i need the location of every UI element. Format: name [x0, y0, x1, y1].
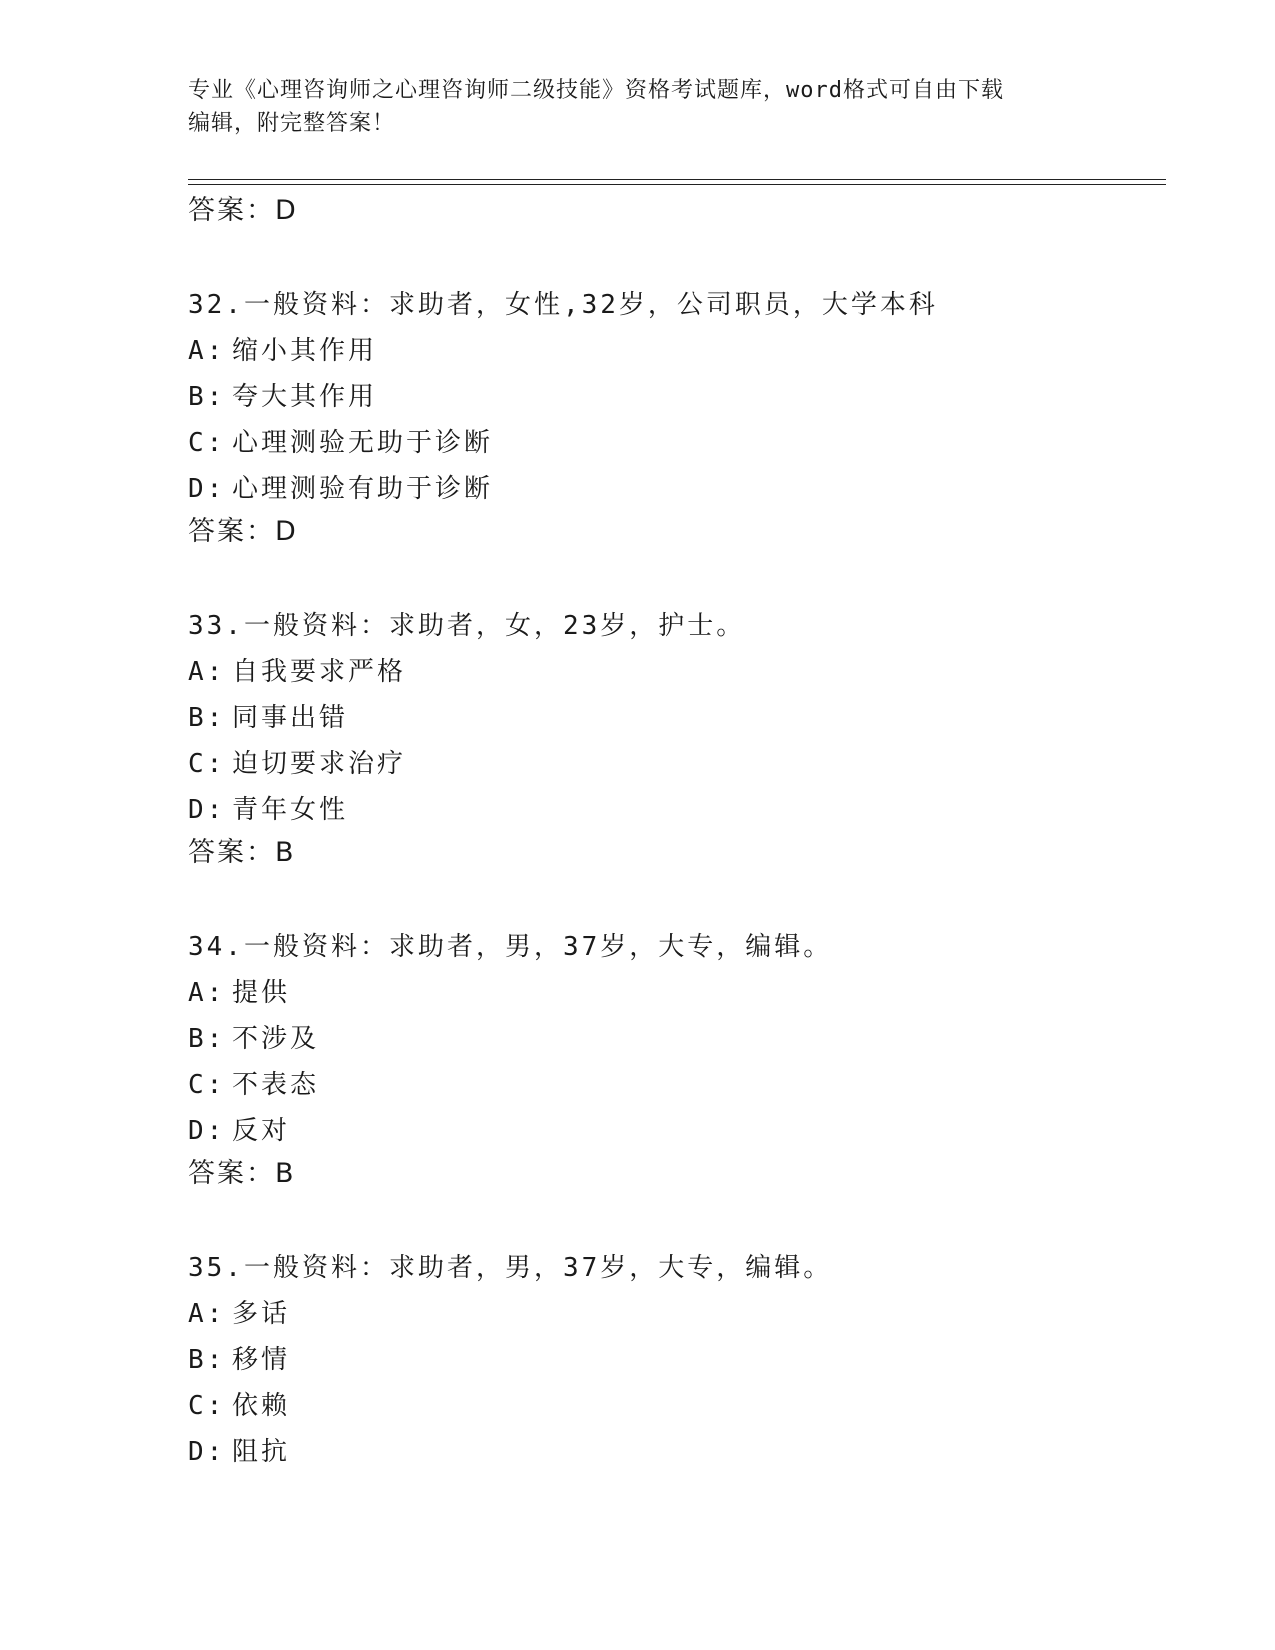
option-text: 移情 — [232, 1345, 291, 1375]
option-text: 夸大其作用 — [232, 382, 378, 412]
option-letter: B: — [188, 382, 226, 412]
option-letter: D: — [188, 795, 226, 825]
answer-line: 答案：D — [188, 516, 298, 547]
option-d — [188, 1108, 1138, 1154]
option-letter: B: — [188, 1024, 226, 1054]
option-text: 提供 — [232, 978, 291, 1008]
option-text: 不涉及 — [232, 1024, 320, 1054]
option-letter: A: — [188, 336, 226, 366]
option-c — [188, 1062, 1138, 1108]
option-letter: D: — [188, 474, 226, 504]
header-divider-bottom — [188, 184, 1166, 185]
option-text: 反对 — [232, 1116, 291, 1146]
option-text: 迫切要求治疗 — [232, 749, 407, 779]
document-header — [188, 74, 1068, 140]
option-letter: B: — [188, 703, 226, 733]
option-letter: C: — [188, 1070, 226, 1100]
option-d — [188, 1429, 1138, 1475]
option-letter: A: — [188, 978, 226, 1008]
option-c — [188, 1383, 1138, 1429]
option-letter: A: — [188, 1299, 226, 1329]
question-title: 35.一般资料：求助者，男，37岁，大专，编辑。 — [188, 1253, 833, 1283]
option-a — [188, 1291, 1138, 1337]
option-a — [188, 970, 1138, 1016]
answer-line: 答案：B — [188, 1158, 296, 1189]
question-title: 33.一般资料：求助者，女，23岁，护士。 — [188, 611, 746, 641]
option-text: 不表态 — [232, 1070, 320, 1100]
option-a — [188, 649, 1138, 695]
spacer — [188, 1194, 1138, 1245]
spacer — [188, 231, 1138, 282]
option-text: 心理测验无助于诊断 — [232, 428, 494, 458]
answer-line: 答案：D — [188, 195, 298, 226]
option-c — [188, 420, 1138, 466]
option-text: 依赖 — [232, 1391, 291, 1421]
spacer — [188, 552, 1138, 603]
question-list — [188, 191, 1138, 1475]
option-b — [188, 695, 1138, 741]
option-text: 青年女性 — [232, 795, 349, 825]
header-line-1: 专业《心理咨询师之心理咨询师二级技能》资格考试题库，word格式可自由下载 — [188, 78, 1004, 103]
option-letter: C: — [188, 1391, 226, 1421]
option-text: 心理测验有助于诊断 — [232, 474, 494, 504]
option-letter: A: — [188, 657, 226, 687]
option-text: 缩小其作用 — [232, 336, 378, 366]
option-c — [188, 741, 1138, 787]
option-text: 阻抗 — [232, 1437, 291, 1467]
answer-line: 答案：B — [188, 837, 296, 868]
option-text: 多话 — [232, 1299, 291, 1329]
option-d — [188, 787, 1138, 833]
option-b — [188, 1337, 1138, 1383]
question-title: 34.一般资料：求助者，男，37岁，大专，编辑。 — [188, 932, 833, 962]
option-letter: D: — [188, 1116, 226, 1146]
spacer — [188, 873, 1138, 924]
header-line-2: 编辑，附完整答案！ — [188, 111, 396, 136]
option-b — [188, 1016, 1138, 1062]
option-letter: B: — [188, 1345, 226, 1375]
option-text: 同事出错 — [232, 703, 349, 733]
option-b — [188, 374, 1138, 420]
question-title: 32.一般资料：求助者，女性,32岁，公司职员，大学本科 — [188, 290, 938, 320]
option-letter: C: — [188, 749, 226, 779]
option-text: 自我要求严格 — [232, 657, 407, 687]
header-divider-top — [188, 179, 1166, 180]
option-d — [188, 466, 1138, 512]
option-letter: C: — [188, 428, 226, 458]
option-letter: D: — [188, 1437, 226, 1467]
option-a — [188, 328, 1138, 374]
